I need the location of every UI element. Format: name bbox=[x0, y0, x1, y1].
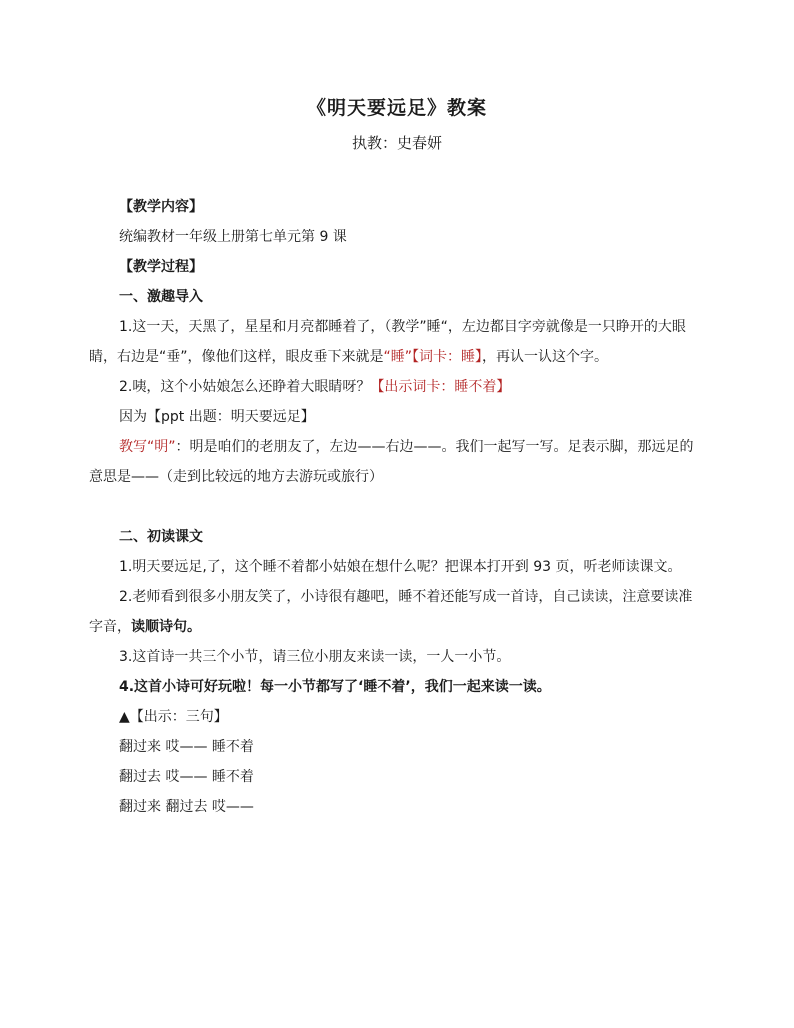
poem-line-3: 翻过来 翻过去 哎—— bbox=[119, 799, 254, 815]
paragraph-1 bbox=[89, 312, 699, 372]
reading-step-3: 3.这首诗一共三个小节，请三位小朋友来读一读，一人一小节。 bbox=[119, 649, 511, 665]
subsection-title-1: 一、激趣导入 bbox=[119, 289, 203, 305]
reading-step-1 bbox=[89, 552, 699, 582]
reading-step-2-bold: 读顺诗句。 bbox=[131, 619, 201, 635]
reading-step-4: 4.这首小诗可好玩啦！每一小节都写了‘睡不着’，我们一起来读一读。 bbox=[119, 679, 551, 695]
show-lines-heading: ▲【出示：三句】 bbox=[119, 709, 228, 725]
paragraph-4-highlight: 教写“明” bbox=[119, 439, 176, 455]
paragraph-4 bbox=[89, 432, 699, 492]
document-body bbox=[89, 192, 699, 822]
paragraph-1-text-a: 1.这一天，天黑了，星星和月亮都睡着了，（教学”睡“，左边都目字旁就像是一只睁开的大眼睛，右边是“垂”，像他们这样，眼皮垂下来就是 bbox=[89, 319, 686, 365]
paragraph-4-text: ：明是咱们的老朋友了，左边——右边——。我们一起写一写。足表示脚，那远足的意思是——（走到比较远的地方去游玩或旅行） bbox=[89, 439, 694, 485]
poem-line-2: 翻过去 哎—— 睡不着 bbox=[119, 769, 254, 785]
poem-line-1: 翻过来 哎—— 睡不着 bbox=[119, 739, 254, 755]
paragraph-1-highlight: “睡”【词卡：睡】 bbox=[383, 349, 483, 365]
section-heading-content: 【教学内容】 bbox=[119, 199, 203, 215]
reading-step-2-text: 2.老师看到很多小朋友笑了，小诗很有趣吧，睡不着还能写成一首诗，自己读读，注意要读准字音， bbox=[89, 589, 693, 635]
spacer bbox=[119, 492, 699, 522]
document-title: 《明天要远足》教案 bbox=[306, 97, 487, 119]
content-text: 统编教材一年级上册第七单元第 9 课 bbox=[119, 229, 347, 245]
paragraph-2 bbox=[119, 372, 699, 402]
paragraph-2-highlight: 【出示词卡：睡不着】 bbox=[370, 379, 511, 395]
reading-step-1-text: 1.明天要远足,了，这个睡不着都小姑娘在想什么呢？把课本打开到 93 页，听老师读课文。 bbox=[119, 559, 682, 575]
author-line: 执教：史春妍 bbox=[351, 134, 442, 152]
paragraph-2-text: 2.咦，这个小姑娘怎么还睁着大眼睛呀？ bbox=[119, 379, 371, 395]
paragraph-1-text-b: ，再认一认这个字。 bbox=[482, 349, 609, 365]
reading-step-2 bbox=[89, 582, 699, 642]
subsection-title-2: 二、初读课文 bbox=[119, 529, 203, 545]
section-heading-process: 【教学过程】 bbox=[119, 259, 203, 275]
paragraph-3: 因为【ppt 出题：明天要远足】 bbox=[119, 409, 315, 425]
